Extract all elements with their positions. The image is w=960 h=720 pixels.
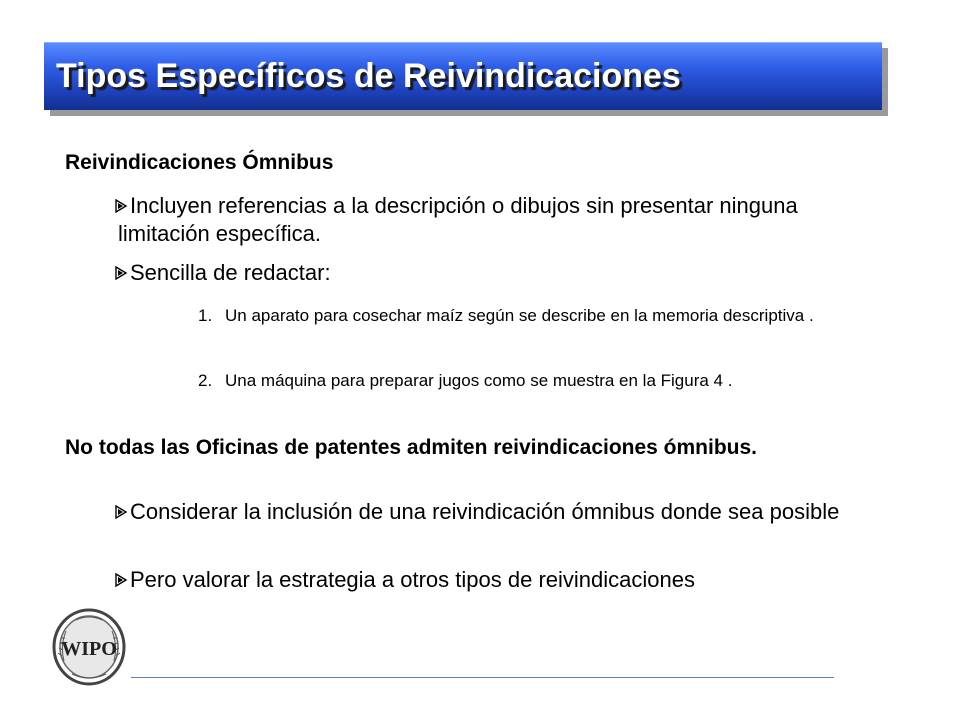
arrow-bullet-icon (114, 573, 128, 587)
arrow-bullet-icon (114, 505, 128, 519)
numbered-item (198, 369, 838, 393)
section-heading-omnibus: Reivindicaciones Ómnibus (65, 151, 334, 174)
footer-divider (131, 677, 834, 678)
bullet-text: Considerar la inclusión de una reivindicación ómnibus donde sea posible (130, 499, 840, 524)
item-number: 2. (198, 371, 213, 390)
bullet-text: Sencilla de redactar: (130, 260, 331, 285)
bullet-item (118, 566, 868, 594)
item-number: 1. (198, 306, 213, 325)
logo-text: WIPO (61, 638, 117, 660)
arrow-bullet-icon (114, 199, 128, 213)
section-heading-offices: No todas las Oficinas de patentes admiten reivindicaciones ómnibus. (65, 436, 758, 459)
wipo-emblem-icon (50, 606, 128, 688)
bullet-text: Pero valorar la estrategia a otros tipos de reivindicaciones (130, 567, 695, 592)
bullet-item (118, 498, 868, 526)
item-text: Una máquina para preparar jugos como se muestra en la Figura 4 . (225, 371, 733, 390)
numbered-item (198, 304, 838, 328)
bullet-item (118, 192, 868, 248)
bullet-text: Incluyen referencias a la descripción o dibujos sin presentar ninguna limitación específica. (118, 193, 798, 246)
item-text: Un aparato para cosechar maíz según se describe en la memoria descriptiva . (225, 306, 814, 325)
arrow-bullet-icon (114, 266, 128, 280)
slide-title: Tipos Específicos de Reivindicaciones (56, 57, 681, 95)
bullet-item (118, 259, 868, 287)
